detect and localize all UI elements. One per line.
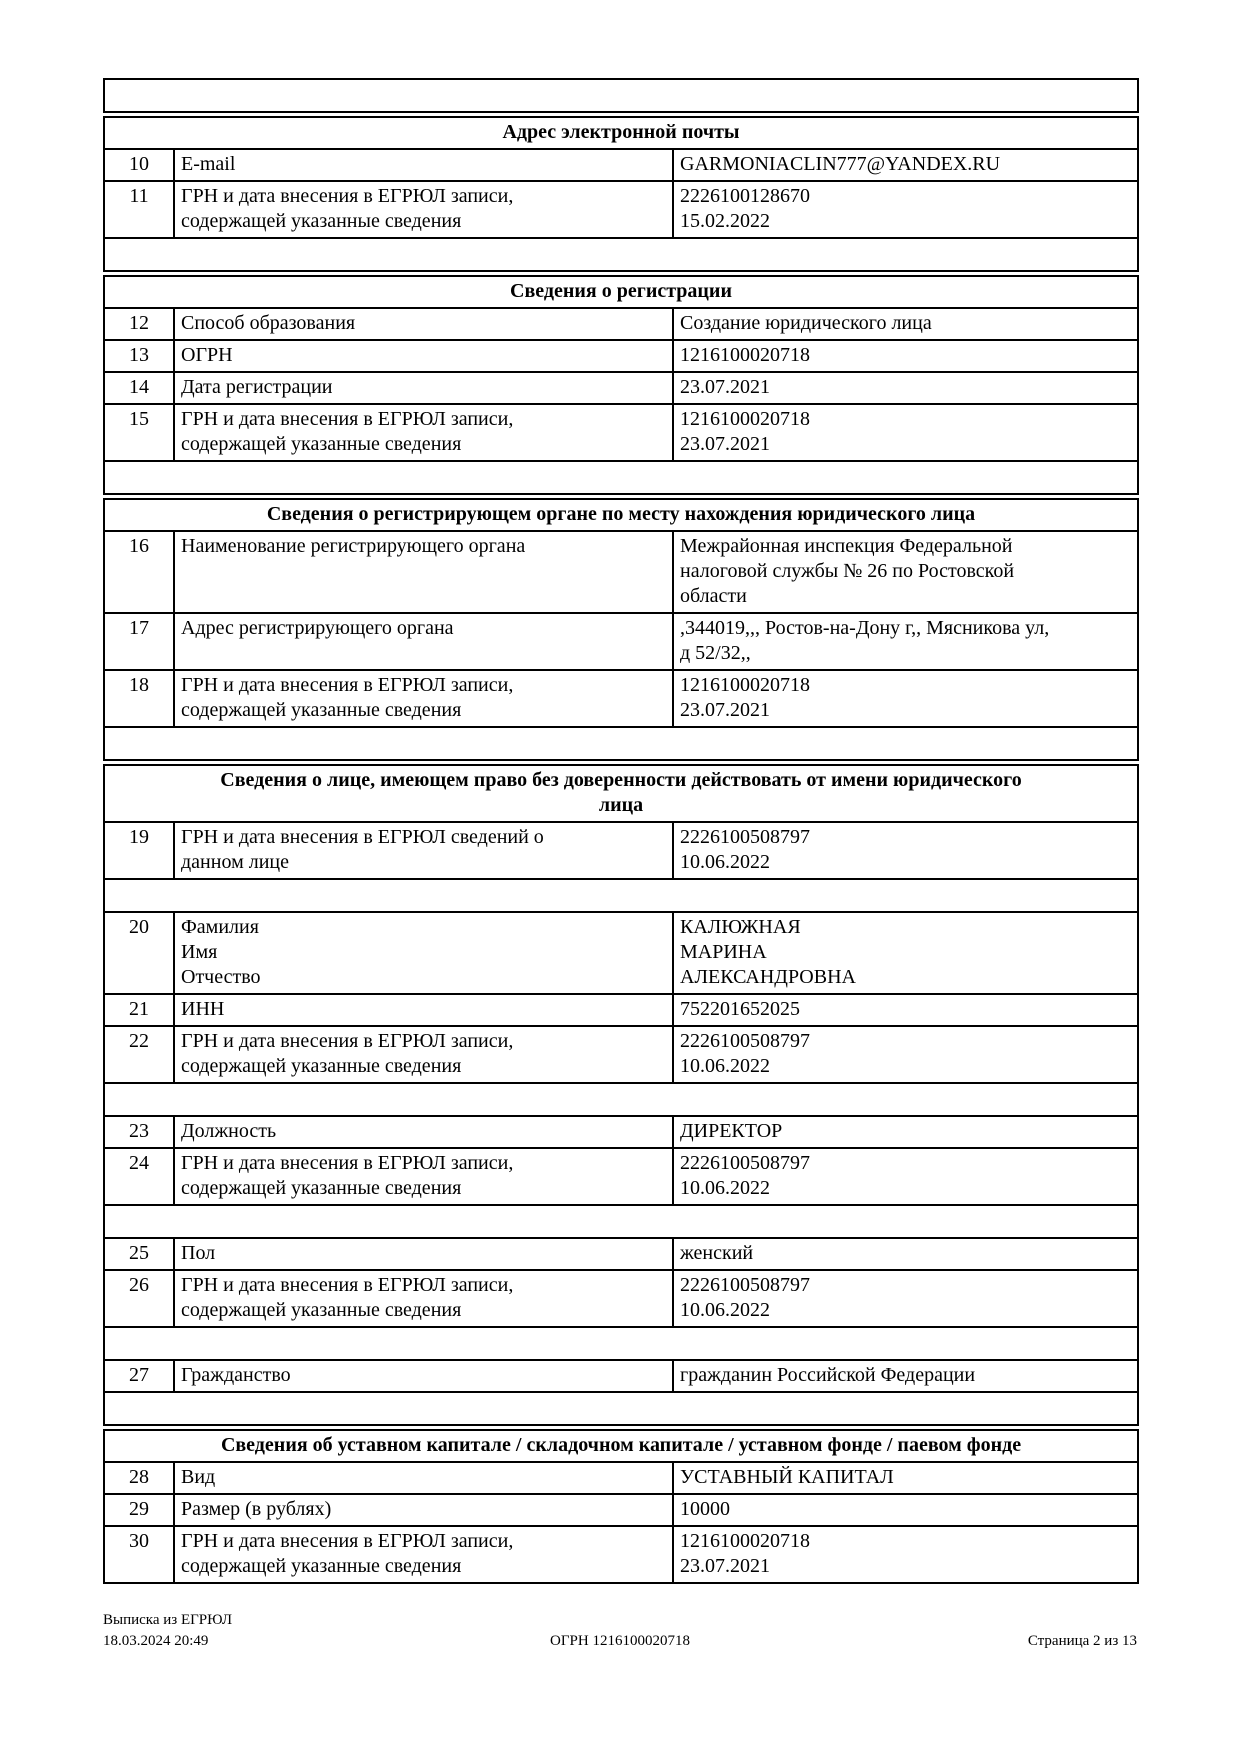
row-value xyxy=(673,912,1138,994)
table-row xyxy=(104,149,1138,181)
row-label xyxy=(174,1026,673,1083)
spacer-cell xyxy=(104,238,1138,271)
row-label xyxy=(174,822,673,879)
footer-ogrn: ОГРН 1216100020718 xyxy=(550,1633,690,1649)
row-value xyxy=(673,1462,1138,1494)
section-box xyxy=(103,764,1139,1426)
table-row xyxy=(104,1494,1138,1526)
section-title xyxy=(104,1430,1138,1462)
row-value xyxy=(673,531,1138,613)
row-value xyxy=(673,1148,1138,1205)
row-number: 29 xyxy=(104,1494,174,1526)
row-number: 20 xyxy=(104,912,174,994)
row-number: 16 xyxy=(104,531,174,613)
row-label-line: ГРН и дата внесения в ЕГРЮЛ записи, xyxy=(181,408,514,430)
row-number: 25 xyxy=(104,1238,174,1270)
empty-row xyxy=(104,79,1138,112)
row-value-line: 2226100508797 xyxy=(680,1152,810,1174)
row-number: 21 xyxy=(104,994,174,1026)
row-number: 11 xyxy=(104,181,174,238)
row-value xyxy=(673,994,1138,1026)
table-row xyxy=(104,1238,1138,1270)
row-value-line: GARMONIACLIN777@YANDEX.RU xyxy=(680,153,1001,175)
row-label-line: ГРН и дата внесения в ЕГРЮЛ записи, xyxy=(181,1274,514,1296)
row-value-line: 23.07.2021 xyxy=(680,433,770,455)
row-label-line: Пол xyxy=(181,1242,216,1264)
table-row xyxy=(104,372,1138,404)
row-number: 30 xyxy=(104,1526,174,1583)
spacer-cell xyxy=(104,461,1138,494)
row-label-line: содержащей указанные сведения xyxy=(181,1055,462,1077)
row-label xyxy=(174,372,673,404)
row-value-line: МАРИНА xyxy=(680,941,767,963)
row-value-line: ,344019,,, Ростов-на-Дону г,, Мясникова ул, xyxy=(680,617,1050,639)
spacer-cell xyxy=(104,1392,1138,1425)
table-row xyxy=(104,340,1138,372)
row-value-line: 2226100508797 xyxy=(680,1030,810,1052)
section-title-line: Адрес электронной почты xyxy=(502,121,740,143)
row-label-line: Размер (в рублях) xyxy=(181,1498,332,1520)
footer-doc-type: Выписка из ЕГРЮЛ xyxy=(103,1612,232,1628)
row-label xyxy=(174,308,673,340)
row-value xyxy=(673,1116,1138,1148)
row-value-line: 23.07.2021 xyxy=(680,376,770,398)
row-label xyxy=(174,613,673,670)
row-label xyxy=(174,912,673,994)
row-label xyxy=(174,994,673,1026)
table-row xyxy=(104,670,1138,727)
footer-datetime: 18.03.2024 20:49 xyxy=(103,1633,209,1649)
row-label-line: Наименование регистрирующего органа xyxy=(181,535,526,557)
section-title-line: Сведения о лице, имеющем право без доверенности действовать от имени юридического xyxy=(220,769,1022,791)
table-row xyxy=(104,1270,1138,1327)
row-label-line: ГРН и дата внесения в ЕГРЮЛ сведений о xyxy=(181,826,544,848)
row-number: 23 xyxy=(104,1116,174,1148)
section-header-row xyxy=(104,117,1138,149)
row-label-line: ГРН и дата внесения в ЕГРЮЛ записи, xyxy=(181,185,514,207)
row-number: 12 xyxy=(104,308,174,340)
row-label-line: E-mail xyxy=(181,153,236,175)
row-label xyxy=(174,531,673,613)
table-row xyxy=(104,308,1138,340)
row-label-line: содержащей указанные сведения xyxy=(181,433,462,455)
row-value-line: 2226100508797 xyxy=(680,826,810,848)
row-value-line: АЛЕКСАНДРОВНА xyxy=(680,966,856,988)
spacer-cell xyxy=(104,1205,1138,1238)
table-row xyxy=(104,1360,1138,1392)
section-box xyxy=(103,116,1139,272)
row-value-line: области xyxy=(680,585,747,607)
section-title-line: Сведения о регистрации xyxy=(510,280,732,302)
spacer-cell xyxy=(104,1327,1138,1360)
row-number: 19 xyxy=(104,822,174,879)
table-row xyxy=(104,1526,1138,1583)
row-number: 17 xyxy=(104,613,174,670)
section-title-line: лица xyxy=(598,794,644,816)
row-value-line: 752201652025 xyxy=(680,998,800,1020)
row-label-line: Гражданство xyxy=(181,1364,291,1386)
row-label-line: Фамилия xyxy=(181,916,259,938)
row-number: 26 xyxy=(104,1270,174,1327)
row-value xyxy=(673,1026,1138,1083)
spacer-row xyxy=(104,1083,1138,1116)
row-label xyxy=(174,1462,673,1494)
row-number: 14 xyxy=(104,372,174,404)
row-label xyxy=(174,1494,673,1526)
section-box xyxy=(103,498,1139,761)
row-number: 13 xyxy=(104,340,174,372)
section-title xyxy=(104,499,1138,531)
row-value xyxy=(673,1360,1138,1392)
row-label-line: ГРН и дата внесения в ЕГРЮЛ записи, xyxy=(181,1152,514,1174)
spacer-row xyxy=(104,1392,1138,1425)
row-value-line: Создание юридического лица xyxy=(680,312,932,334)
row-label-line: содержащей указанные сведения xyxy=(181,1299,462,1321)
row-value xyxy=(673,670,1138,727)
section-title-line: Сведения о регистрирующем органе по месту нахождения юридического лица xyxy=(266,503,976,525)
section-box xyxy=(103,1429,1139,1584)
row-value-line: 15.02.2022 xyxy=(680,210,770,232)
row-value-line: 10.06.2022 xyxy=(680,1299,770,1321)
row-value xyxy=(673,822,1138,879)
row-value-line: д 52/32,, xyxy=(680,642,751,664)
row-label-line: содержащей указанные сведения xyxy=(181,210,462,232)
row-value-line: 10.06.2022 xyxy=(680,851,770,873)
table-continuation-box xyxy=(103,78,1139,113)
row-label xyxy=(174,1360,673,1392)
table-row xyxy=(104,1148,1138,1205)
row-label xyxy=(174,404,673,461)
spacer-row xyxy=(104,1327,1138,1360)
row-value-line: 2226100508797 xyxy=(680,1274,810,1296)
row-label xyxy=(174,340,673,372)
row-value xyxy=(673,1526,1138,1583)
row-label-line: ОГРН xyxy=(181,344,233,366)
section-box xyxy=(103,275,1139,495)
row-label xyxy=(174,1238,673,1270)
row-label-line: ГРН и дата внесения в ЕГРЮЛ записи, xyxy=(181,674,514,696)
footer-page-number: Страница 2 из 13 xyxy=(1027,1633,1138,1649)
row-label-line: ИНН xyxy=(181,998,225,1020)
row-label xyxy=(174,181,673,238)
row-label xyxy=(174,149,673,181)
table-row xyxy=(104,912,1138,994)
row-value-line: гражданин Российской Федерации xyxy=(680,1364,976,1386)
table-row xyxy=(104,994,1138,1026)
spacer-row xyxy=(104,238,1138,271)
table-row xyxy=(104,404,1138,461)
row-value xyxy=(673,308,1138,340)
row-value-line: 23.07.2021 xyxy=(680,699,770,721)
row-number: 27 xyxy=(104,1360,174,1392)
spacer-row xyxy=(104,461,1138,494)
page-footer xyxy=(103,1610,1137,1652)
table-row xyxy=(104,1462,1138,1494)
row-value xyxy=(673,404,1138,461)
section-header-row xyxy=(104,765,1138,822)
row-label-line: Дата регистрации xyxy=(181,376,333,398)
spacer-cell xyxy=(104,727,1138,760)
row-value-line: 1216100020718 xyxy=(680,674,810,696)
table-row xyxy=(104,822,1138,879)
section-header-row xyxy=(104,499,1138,531)
row-value xyxy=(673,1270,1138,1327)
row-label-line: ГРН и дата внесения в ЕГРЮЛ записи, xyxy=(181,1530,514,1552)
row-number: 28 xyxy=(104,1462,174,1494)
table-row xyxy=(104,1116,1138,1148)
row-label-line: Адрес регистрирующего органа xyxy=(181,617,454,639)
row-label-line: Должность xyxy=(181,1120,277,1142)
row-value-line: УСТАВНЫЙ КАПИТАЛ xyxy=(680,1466,894,1488)
row-label-line: содержащей указанные сведения xyxy=(181,1177,462,1199)
row-value xyxy=(673,181,1138,238)
row-label xyxy=(174,1116,673,1148)
row-value-line: 10000 xyxy=(680,1498,730,1520)
spacer-cell xyxy=(104,879,1138,912)
row-number: 10 xyxy=(104,149,174,181)
row-value-line: ДИРЕКТОР xyxy=(680,1120,783,1142)
row-value xyxy=(673,1238,1138,1270)
table-row xyxy=(104,531,1138,613)
row-label xyxy=(174,1148,673,1205)
row-label-line: Способ образования xyxy=(181,312,356,334)
row-value-line: 1216100020718 xyxy=(680,408,810,430)
row-value xyxy=(673,1494,1138,1526)
row-value-line: КАЛЮЖНАЯ xyxy=(680,916,801,938)
section-title-line: Сведения об уставном капитале / складочном капитале / уставном фонде / паевом фонде xyxy=(220,1434,1022,1456)
section-title xyxy=(104,765,1138,822)
row-number: 18 xyxy=(104,670,174,727)
spacer-row xyxy=(104,1205,1138,1238)
row-label-line: Вид xyxy=(181,1466,216,1488)
row-label xyxy=(174,1270,673,1327)
row-label-line: Имя xyxy=(181,941,218,963)
row-number: 24 xyxy=(104,1148,174,1205)
table-row xyxy=(104,1026,1138,1083)
spacer-row xyxy=(104,879,1138,912)
row-label xyxy=(174,1526,673,1583)
row-value xyxy=(673,340,1138,372)
row-label-line: содержащей указанные сведения xyxy=(181,699,462,721)
row-value xyxy=(673,613,1138,670)
row-value-line: налоговой службы № 26 по Ростовской xyxy=(680,560,1015,582)
section-title xyxy=(104,276,1138,308)
row-value-line: 10.06.2022 xyxy=(680,1055,770,1077)
section-header-row xyxy=(104,276,1138,308)
row-value xyxy=(673,372,1138,404)
table-row xyxy=(104,613,1138,670)
row-value-line: 10.06.2022 xyxy=(680,1177,770,1199)
row-label-line: ГРН и дата внесения в ЕГРЮЛ записи, xyxy=(181,1030,514,1052)
row-number: 22 xyxy=(104,1026,174,1083)
row-value-line: 1216100020718 xyxy=(680,344,810,366)
row-value-line: 23.07.2021 xyxy=(680,1555,770,1577)
row-value-line: 2226100128670 xyxy=(680,185,810,207)
row-label xyxy=(174,670,673,727)
spacer-row xyxy=(104,727,1138,760)
row-value-line: Межрайонная инспекция Федеральной xyxy=(680,535,1013,557)
row-value-line: женский xyxy=(680,1242,754,1264)
table-row xyxy=(104,181,1138,238)
footer-left xyxy=(103,1610,448,1652)
row-value xyxy=(673,149,1138,181)
spacer-cell xyxy=(104,1083,1138,1116)
row-label-line: данном лице xyxy=(181,851,289,873)
row-number: 15 xyxy=(104,404,174,461)
section-header-row xyxy=(104,1430,1138,1462)
row-value-line: 1216100020718 xyxy=(680,1530,810,1552)
empty-cell xyxy=(104,79,1138,112)
section-title xyxy=(104,117,1138,149)
row-label-line: содержащей указанные сведения xyxy=(181,1555,462,1577)
row-label-line: Отчество xyxy=(181,966,261,988)
